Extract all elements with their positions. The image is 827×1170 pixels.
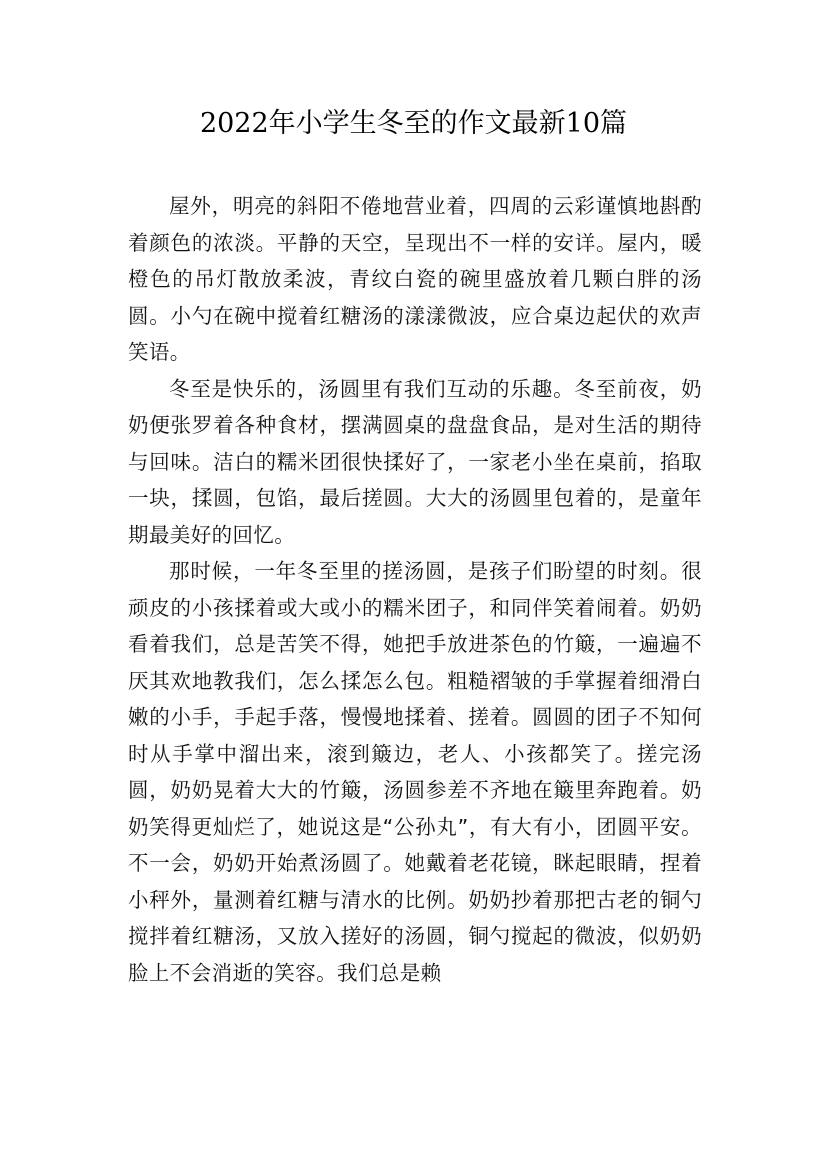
document-title: 2022年小学生冬至的作文最新10篇 [199,108,628,139]
paragraph-2: 冬至是快乐的，汤圆里有我们互动的乐趣。冬至前夜，奶奶便张罗着各种食材，摆满圆桌的盘盘食品，是对生活的期待与回味。洁白的糯米团很快揉好了，一家老小坐在桌前，掐取一块，揉圆，包馅，最后搓圆。大大的汤圆里包着的，是童年期最美好的回忆。 [128,376,702,547]
document-body [128,188,702,991]
paragraph-1: 屋外，明亮的斜阳不倦地营业着，四周的云彩谨慎地斟酌着颜色的浓淡。平静的天空，呈现出不一样的安详。屋内，暖橙色的吊灯散放柔波，青纹白瓷的碗里盛放着几颗白胖的汤圆。小勺在碗中搅着红糖汤的漾漾微波，应合桌边起伏的欢声笑语。 [128,194,702,364]
paragraph-3: 那时候，一年冬至里的搓汤圆，是孩子们盼望的时刻。很顽皮的小孩揉着或大或小的糯米团子，和同伴笑着闹着。奶奶看着我们，总是苦笑不得，她把手放进茶色的竹簸，一遍遍不厌其欢地教我们，怎么揉怎么包。粗糙褶皱的手掌握着细滑白嫩的小手，手起手落，慢慢地揉着、搓着。圆圆的团子不知何时从手掌中溜出来，滚到簸边，老人、小孩都笑了。搓完汤圆，奶奶晃着大大的竹簸，汤圆参差不齐地在簸里奔跑着。奶奶笑得更灿烂了，她说这是“公孙丸”，有大有小，团圆平安。不一会，奶奶开始煮汤圆了。她戴着老花镜，眯起眼睛，捏着小秤外，量测着红糖与清水的比例。奶奶抄着那把古老的铜勺搅拌着红糖汤，又放入搓好的汤圆，铜勺搅起的微波，似奶奶脸上不会消逝的笑容。我们总是赖 [128,559,702,985]
